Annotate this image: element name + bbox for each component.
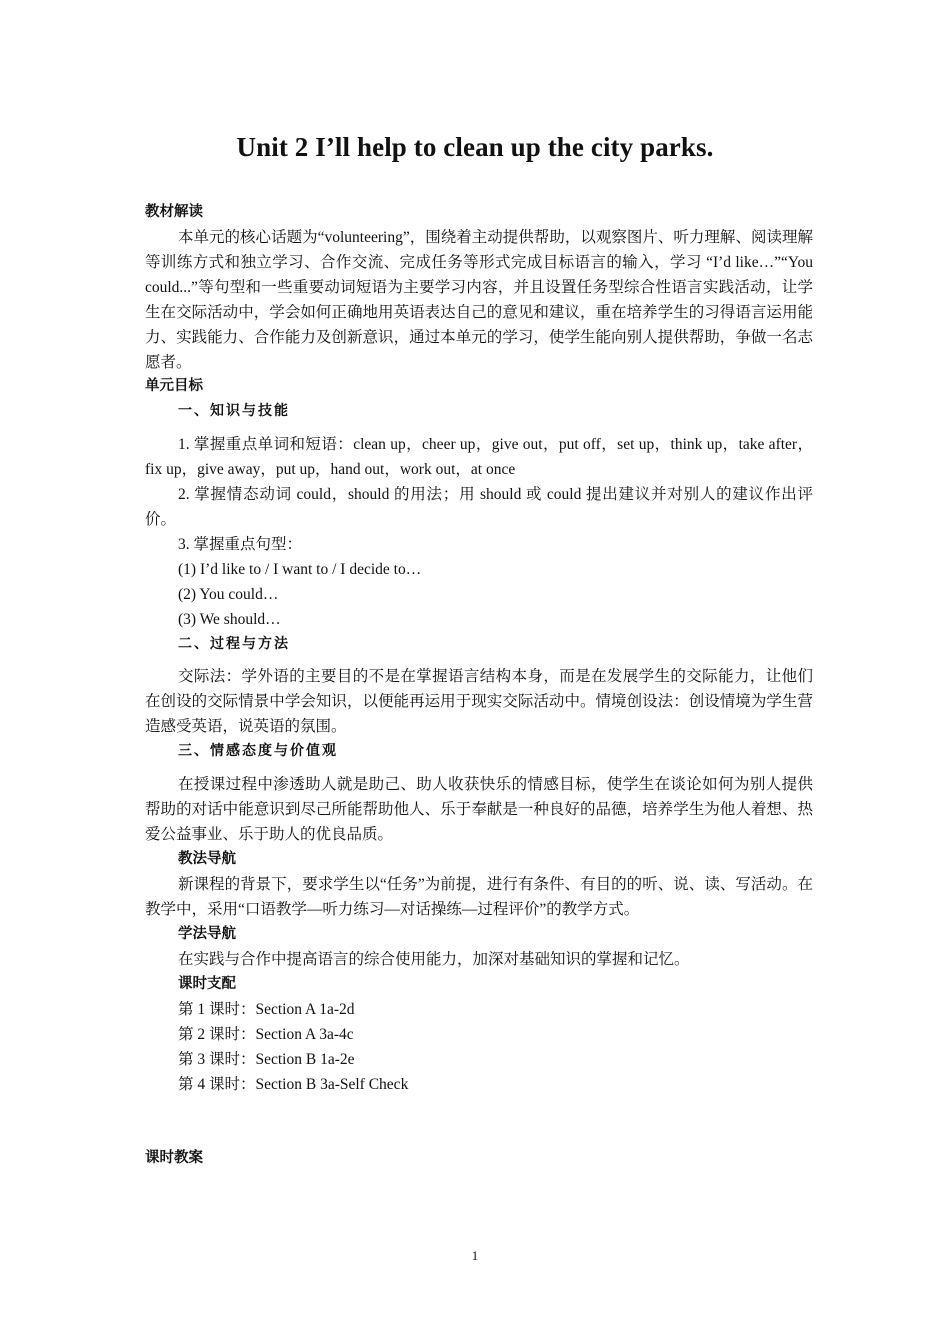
heading-lesson-plan: 课时教案 (145, 1150, 203, 1166)
page-number: 1 (471, 1248, 479, 1263)
paragraph-textbook-analysis: 本单元的核心话题为“volunteering”，围绕着主动提供帮助，以观察图片、听力理解、阅读理解等训练方式和独立学习、合作交流、完成任务等形式完成目标语言的输入，学习 “I’d like…”“You could...”等句型和一些重要动词短语为主要学习内容，并且设置任务型综合性语言实践活动，让学生在交际活动中，学会如何正确地用英语表达自己的意见和建议，重在培养学生的习得语言运用能力、实践能力、合作能力及创新意识，通过本单元的学习，使学生能向别人提供帮助，争做一名志愿者。 (145, 229, 813, 371)
subheading-knowledge-skills: 一、知识与技能 (178, 403, 290, 419)
section-unit-goals (145, 374, 813, 424)
heading-lesson-schedule: 课时支配 (178, 976, 236, 992)
paragraph-teaching-method: 新课程的背景下，要求学生以“任务”为前提，进行有条件、有目的的听、说、读、写活动。在教学中，采用“口语教学—听力练习—对话操练—过程评价”的教学方式。 (145, 876, 813, 918)
lesson-item-3: 第 3 课时：Section B 1a-2e (178, 1051, 355, 1068)
page-title: Unit 2 I’ll help to clean up the city parks. (236, 132, 714, 162)
paragraph-learning-method: 在实践与合作中提高语言的综合使用能力，加深对基础知识的掌握和记忆。 (178, 951, 690, 968)
heading-textbook-analysis: 教材解读 (145, 204, 203, 220)
subheading-emotion-values: 三、情感态度与价值观 (178, 743, 338, 759)
goal-item-2: 2. 掌握情态动词 could，should 的用法；用 should 或 could 提出建议并对别人的建议作出评价。 (145, 486, 813, 528)
section-textbook-analysis (145, 200, 813, 375)
goal-item-3: 3. 掌握重点句型： (178, 536, 303, 553)
sentence-pattern-3: (3) We should… (178, 611, 281, 628)
goals-list (145, 432, 813, 657)
sentence-pattern-2: (2) You could… (178, 586, 279, 603)
sentence-pattern-1: (1) I’d like to / I want to / I decide to… (178, 561, 422, 578)
heading-learning-method: 学法导航 (178, 926, 236, 942)
section-lesson-plan (145, 1146, 813, 1171)
subheading-process-methods: 二、过程与方法 (178, 636, 290, 652)
paragraph-emotion-values: 在授课过程中渗透助人就是助己、助人收获快乐的情感目标，使学生在谈论如何为别人提供帮助的对话中能意识到尽己所能帮助他人、乐于奉献是一种良好的品德，培养学生为他人着想、热爱公益事业、乐于助人的优良品质。 (145, 776, 813, 843)
lesson-item-4: 第 4 课时：Section B 3a-Self Check (178, 1076, 409, 1093)
paragraph-process-methods: 交际法：学外语的主要目的不是在掌握语言结构本身，而是在发展学生的交际能力，让他们在创设的交际情景中学会知识，以便能再运用于现实交际活动中。情境创设法：创设情境为学生营造感受英语，说英语的氛围。 (145, 668, 813, 735)
lesson-item-1: 第 1 课时：Section A 1a-2d (178, 1001, 355, 1018)
section-emotion (145, 772, 813, 1097)
section-process (145, 664, 813, 764)
goal-item-1: 1. 掌握重点单词和短语：clean up，cheer up，give out，put off，set up，think up，take after，fix up，give away，put up，hand out，work out，at once (145, 436, 813, 478)
heading-teaching-method: 教法导航 (178, 851, 236, 867)
lesson-item-2: 第 2 课时：Section A 3a-4c (178, 1026, 354, 1043)
heading-unit-goals: 单元目标 (145, 378, 203, 394)
